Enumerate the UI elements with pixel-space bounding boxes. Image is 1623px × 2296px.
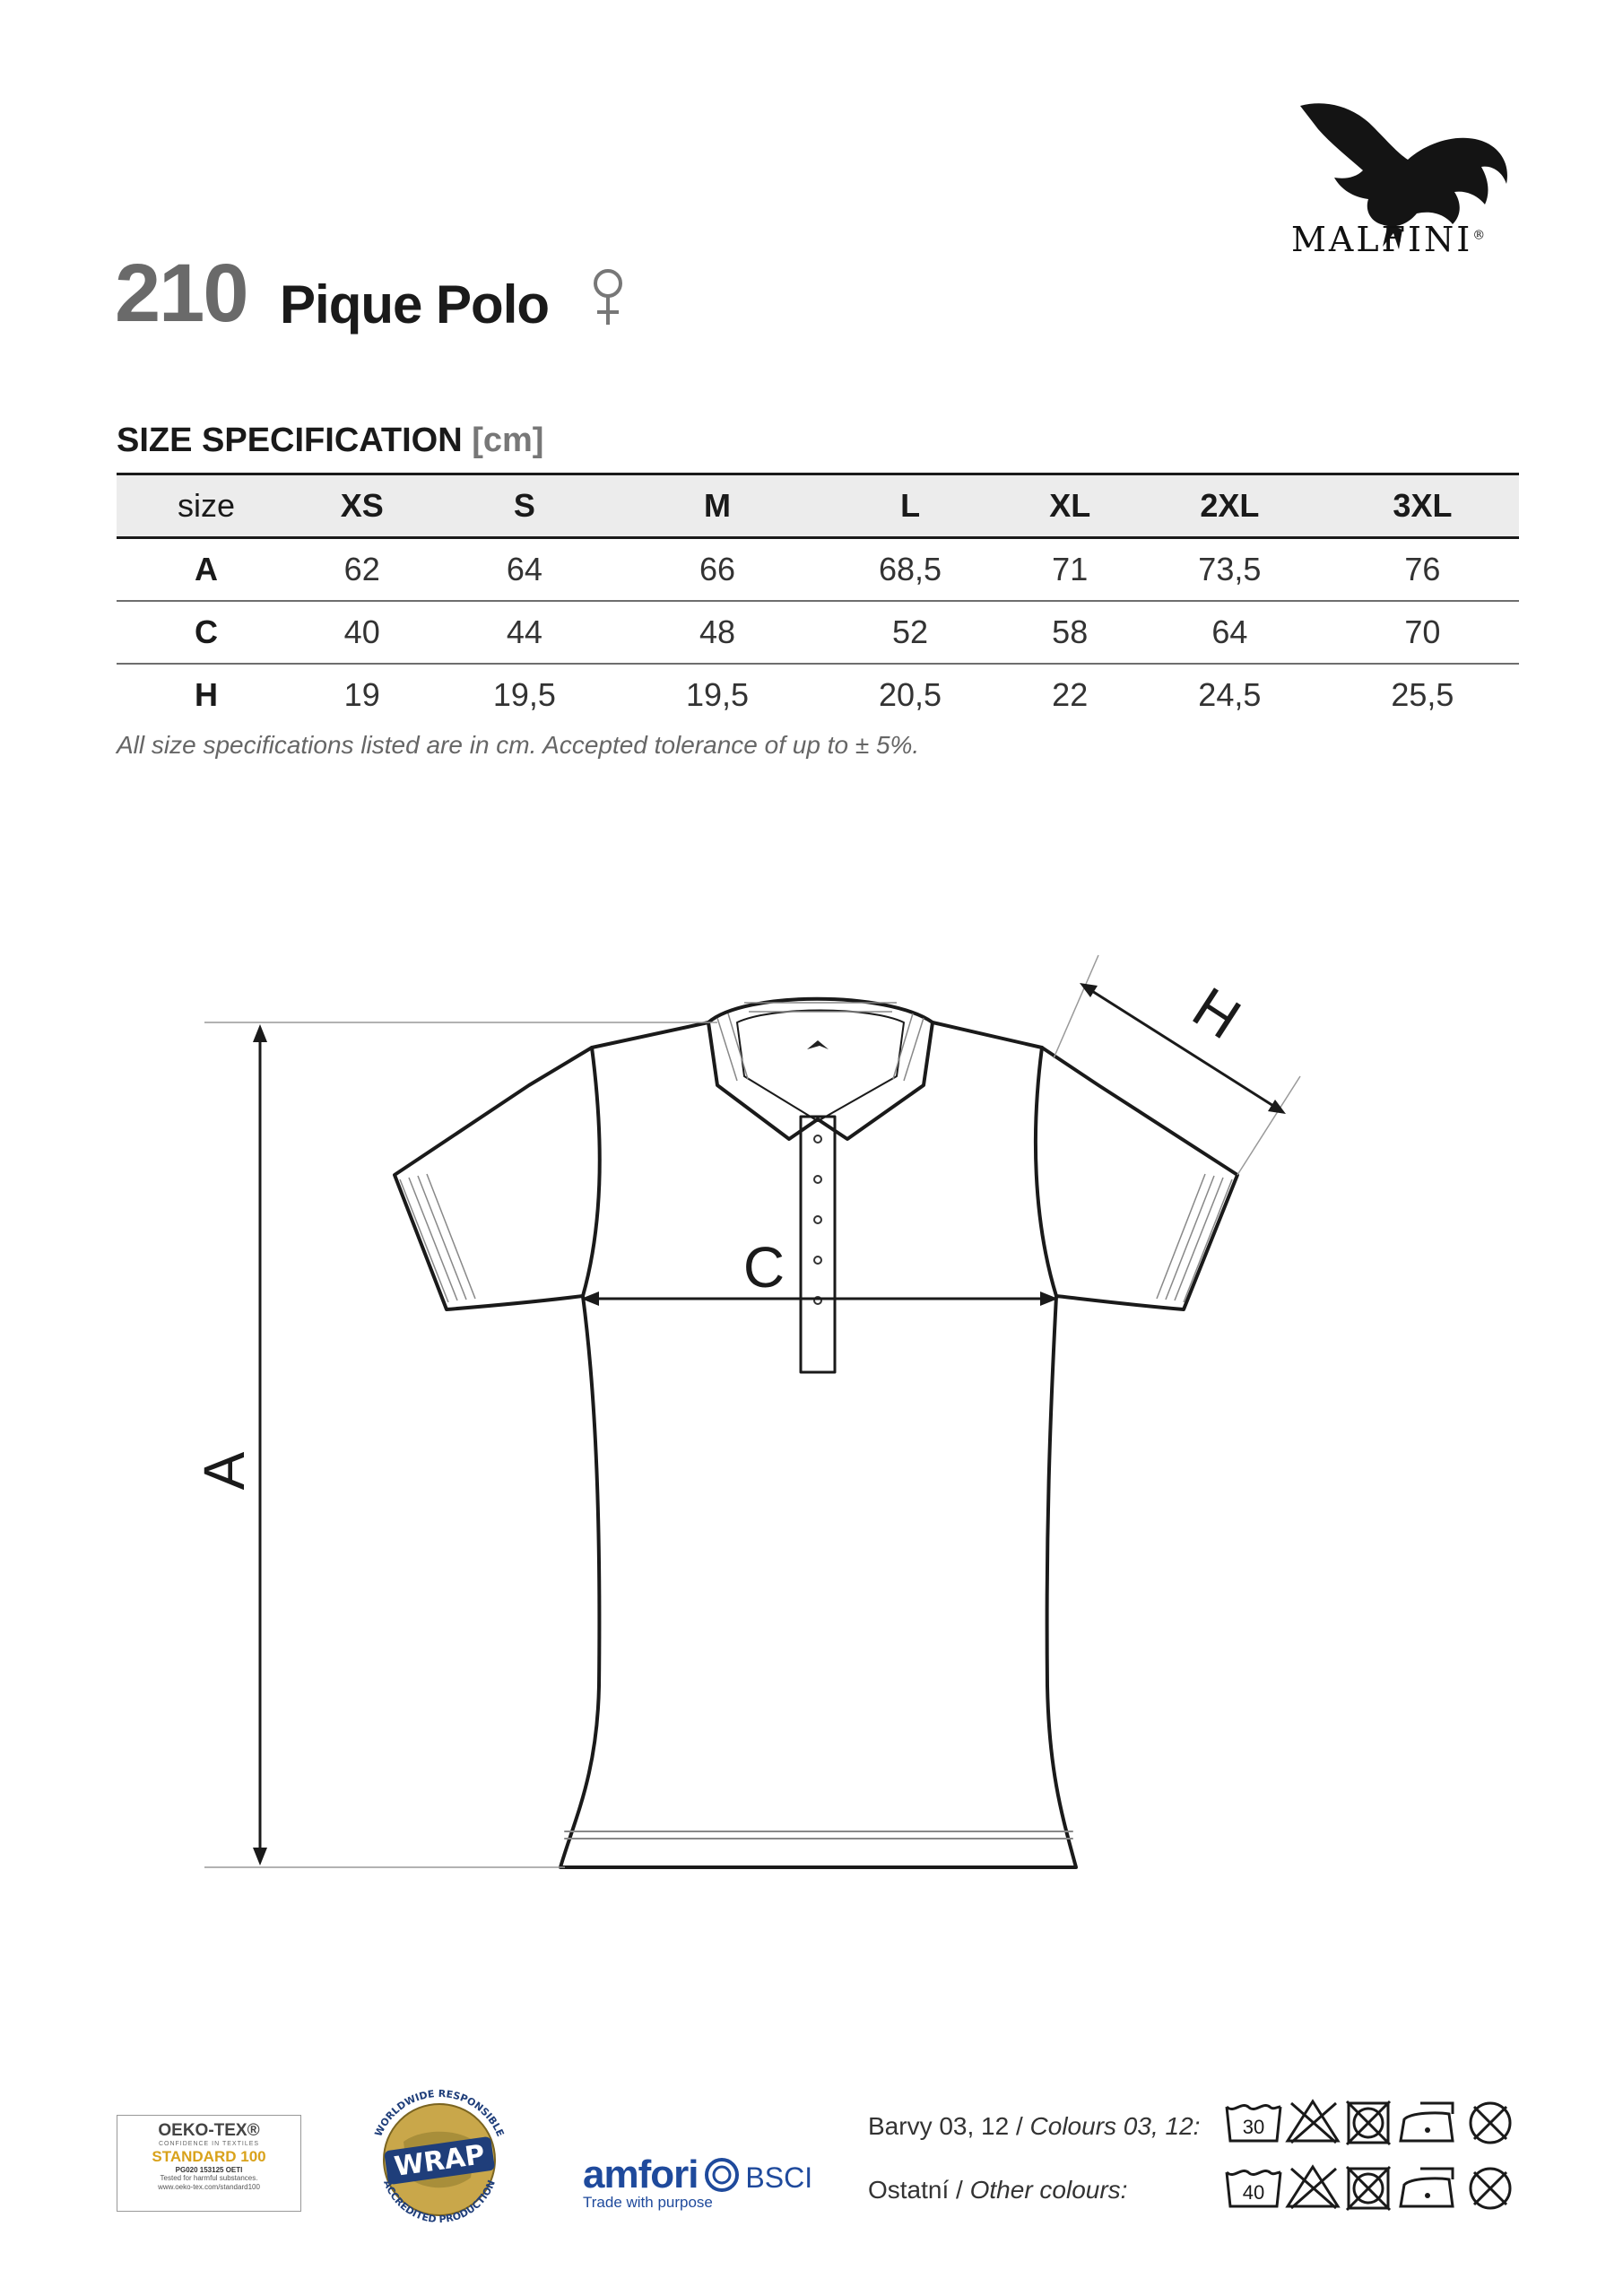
amfori-ring-icon xyxy=(702,2157,742,2193)
table-cell: 76 xyxy=(1326,538,1519,602)
product-name: Pique Polo xyxy=(280,274,550,335)
polo-diagram xyxy=(0,897,1623,1928)
size-specification-title: SIZE SPECIFICATION [cm] xyxy=(117,422,544,459)
button xyxy=(814,1257,821,1264)
no-dry-clean-icon xyxy=(1471,2103,1510,2143)
size-table xyxy=(117,473,1519,726)
table-cell: 19 xyxy=(343,676,380,713)
row-label: H xyxy=(195,676,218,713)
column-header: XL xyxy=(1007,474,1133,538)
button xyxy=(814,1135,821,1143)
table-cell: 25,5 xyxy=(1391,676,1454,713)
iron-icon xyxy=(1401,2169,1453,2206)
dimension-c-label: C xyxy=(742,1235,785,1300)
care-icons-row xyxy=(1223,2094,1528,2148)
table-cell: 66 xyxy=(621,538,813,602)
product-code: 210 xyxy=(115,248,247,339)
column-header: L xyxy=(814,474,1007,538)
tolerance-note: All size specifications listed are in cm. Accepted tolerance of up to ± 5%. xyxy=(117,731,920,759)
table-cell: 64 xyxy=(1133,601,1326,664)
table-cell: 44 xyxy=(428,601,621,664)
svg-text:WORLDWIDE RESPONSIBLE: WORLDWIDE RESPONSIBLE xyxy=(372,2087,507,2139)
dimension-h-line xyxy=(1085,987,1280,1110)
brand-name: MALFINI® xyxy=(1291,220,1488,259)
table-header-row xyxy=(117,474,1519,538)
no-dry-clean-icon xyxy=(1471,2169,1510,2208)
column-header: S xyxy=(428,474,621,538)
column-header: M xyxy=(621,474,813,538)
table-row xyxy=(117,601,1519,664)
table-cell: 52 xyxy=(814,601,1007,664)
shirt-body-outline xyxy=(395,1022,1237,1867)
table-cell: 22 xyxy=(1052,676,1089,713)
button xyxy=(814,1216,821,1223)
dimension-h-label: H xyxy=(1181,974,1252,1052)
column-header: 3XL xyxy=(1326,474,1519,538)
table-cell: 24,5 xyxy=(1198,676,1262,713)
table-cell: 58 xyxy=(1007,601,1133,664)
no-bleach-icon xyxy=(1288,2101,1338,2143)
table-cell: 73,5 xyxy=(1133,538,1326,602)
svg-text:WRAP: WRAP xyxy=(392,2139,487,2183)
other-colours-label: Ostatní / Other colours: xyxy=(868,2176,1128,2204)
table-cell: 70 xyxy=(1326,601,1519,664)
table-cell: 40 xyxy=(296,601,428,664)
row-label: C xyxy=(117,601,296,664)
table-cell: 68,5 xyxy=(814,538,1007,602)
table-cell: 20,5 xyxy=(879,676,942,713)
placket xyxy=(801,1117,835,1372)
table-row xyxy=(117,664,1519,726)
svg-text:30: 30 xyxy=(1242,2116,1265,2138)
table-row xyxy=(117,538,1519,602)
no-bleach-icon xyxy=(1288,2167,1338,2208)
collar-logo-icon xyxy=(807,1040,829,1049)
column-header: XS xyxy=(296,474,428,538)
no-tumble-dry-icon xyxy=(1347,2101,1390,2144)
no-tumble-dry-icon xyxy=(1347,2167,1390,2210)
table-cell: 62 xyxy=(296,538,428,602)
colours-label: Barvy 03, 12 / Colours 03, 12: xyxy=(868,2112,1201,2140)
svg-text:40: 40 xyxy=(1242,2181,1265,2204)
table-cell: 64 xyxy=(428,538,621,602)
svg-text:ACCREDITED PRODUCTION: ACCREDITED PRODUCTION xyxy=(381,2178,498,2226)
iron-icon xyxy=(1401,2103,1453,2141)
amfori-bsci-logo: amfori BSCI Trade with purpose xyxy=(583,2152,813,2211)
table-cell: 19,5 xyxy=(685,676,750,713)
care-icons-row xyxy=(1223,2160,1528,2213)
column-header-size: size xyxy=(117,474,296,538)
wrap-certification-badge xyxy=(359,2079,520,2240)
table-cell: 19,5 xyxy=(492,676,556,713)
unit-label: [cm] xyxy=(472,422,544,459)
oeko-tex-badge: OEKO-TEX® CONFIDENCE IN TEXTILES STANDARD 100 PG020 153125 OETI Tested for harmful substances. www.oeko-tex.com/standard100 xyxy=(117,2115,301,2212)
female-symbol-icon xyxy=(587,265,629,328)
table-cell: 71 xyxy=(1007,538,1133,602)
dimension-a-label: A xyxy=(192,1451,256,1491)
table-cell: 48 xyxy=(621,601,813,664)
row-label: A xyxy=(117,538,296,602)
column-header: 2XL xyxy=(1133,474,1326,538)
button xyxy=(814,1176,821,1183)
